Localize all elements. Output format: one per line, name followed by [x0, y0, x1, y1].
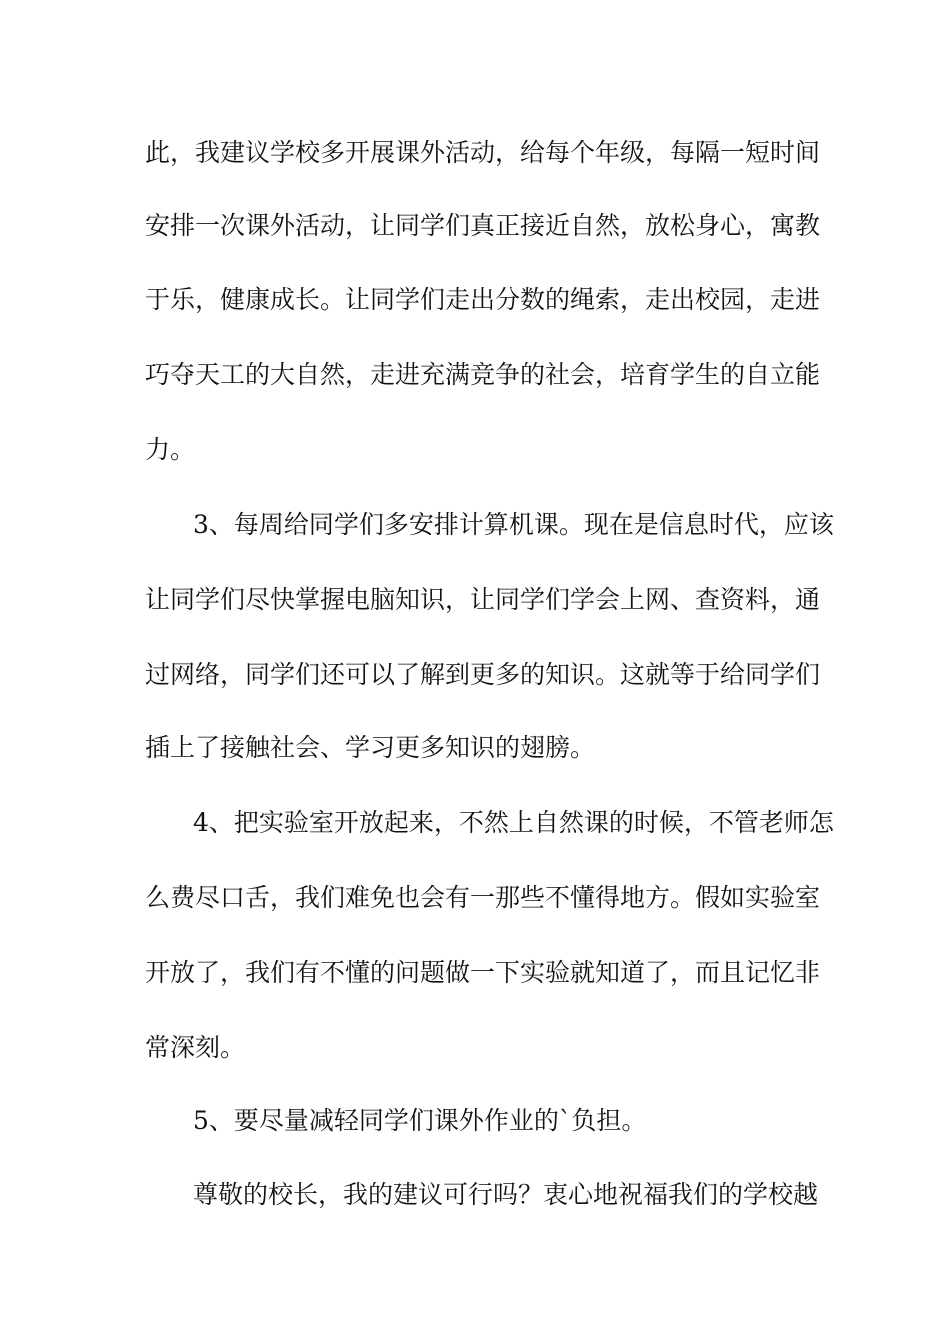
text-line: 插上了接触社会、学习更多知识的翅膀。	[145, 733, 596, 762]
text-line: 过网络，同学们还可以了解到更多的知识。这就等于给同学们	[145, 660, 821, 689]
text-line: 力。	[145, 435, 196, 464]
text-line: 开放了，我们有不懂的问题做一下实验就知道了，而且记忆非	[145, 958, 821, 987]
text-line: 常深刻。	[145, 1033, 246, 1062]
text-line: 让同学们尽快掌握电脑知识，让同学们学会上网、查资料，通	[145, 585, 821, 614]
text-line: 4、把实验室开放起来，不然上自然课的时候，不管老师怎	[193, 808, 834, 837]
text-line: 5、要尽量减轻同学们课外作业的`负担。	[193, 1106, 647, 1135]
text-line: 巧夺天工的大自然，走进充满竞争的社会，培育学生的自立能	[145, 360, 821, 389]
text-line: 么费尽口舌，我们难免也会有一那些不懂得地方。假如实验室	[145, 883, 821, 912]
text-line: 3、每周给同学们多安排计算机课。现在是信息时代，应该	[193, 510, 834, 539]
text-line: 于乐，健康成长。让同学们走出分数的绳索，走出校园，走进	[145, 285, 821, 314]
text-line: 此，我建议学校多开展课外活动，给每个年级，每隔一短时间	[145, 138, 821, 167]
text-line: 安排一次课外活动，让同学们真正接近自然，放松身心，寓教	[145, 211, 821, 240]
text-line: 尊敬的校长，我的建议可行吗？衷心地祝福我们的学校越	[193, 1180, 819, 1209]
